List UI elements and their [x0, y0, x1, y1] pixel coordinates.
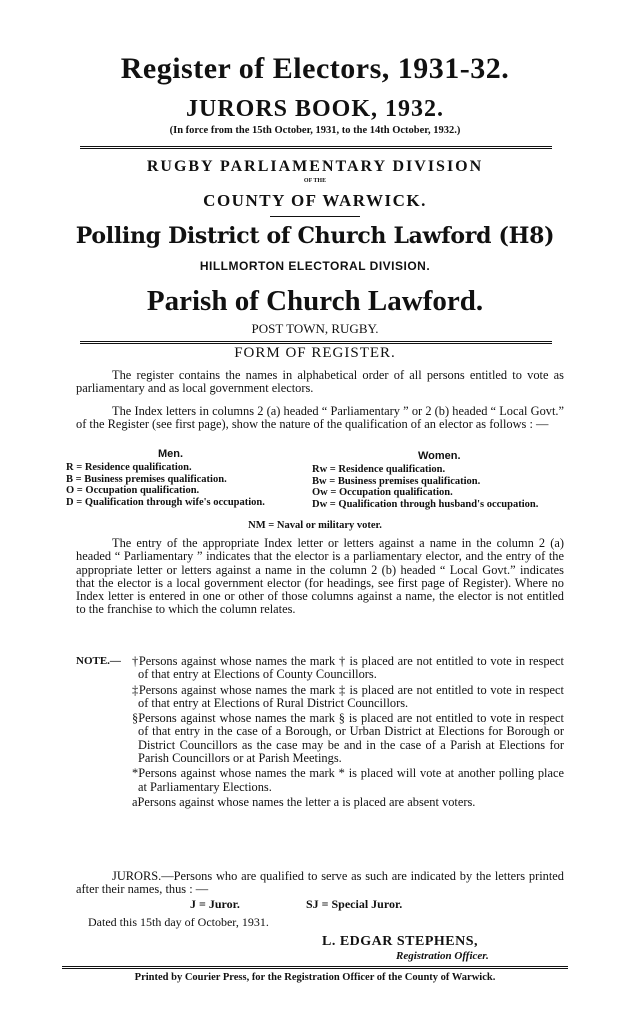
- juror-key: J = Juror.: [190, 897, 240, 911]
- index-letters-paragraph: The Index letters in columns 2 (a) headed “ Parliamentary ” or 2 (b) headed “ Local Govt.” of the Register (see first page), show the nature of the qualification of an elector as follows : —: [76, 404, 564, 432]
- note-item: *Persons against whose names the mark * is placed will vote at another polling place at Parliamentary Elections.: [132, 766, 564, 794]
- list-item: D = Qualification through wife's occupation.: [66, 496, 265, 508]
- divider: [62, 966, 568, 969]
- document-subtitle: JURORS BOOK, 1932.: [185, 96, 445, 122]
- list-item: Rw = Residence qualification.: [312, 464, 446, 475]
- in-force-dates: (In force from the 15th October, 1931, to the 14th October, 1932.): [169, 125, 461, 136]
- special-juror-key: SJ = Special Juror.: [306, 897, 403, 911]
- dated-line: Dated this 15th day of October, 1931.: [88, 915, 269, 929]
- division-heading: RUGBY PARLIAMENTARY DIVISION: [146, 158, 484, 175]
- divider: [80, 341, 552, 344]
- note-item: †Persons against whose names the mark † is placed are not entitled to vote in respect of that entry at Elections of County Councillors.: [132, 654, 564, 682]
- divider: [270, 216, 360, 217]
- divider: [80, 146, 552, 149]
- intro-paragraph: The register contains the names in alphabetical order of all persons entitled to vote as parliamentary and as local government electors.: [76, 368, 564, 396]
- note-label: NOTE.—: [76, 655, 121, 667]
- list-item: R = Residence qualification.: [66, 462, 192, 473]
- electoral-division: HILLMORTON ELECTORAL DIVISION.: [199, 259, 431, 273]
- list-item: B = Business premises qualification.: [66, 473, 227, 485]
- list-item: Ow = Occupation qualification.: [312, 487, 453, 499]
- post-town: POST TOWN, RUGBY.: [251, 321, 379, 336]
- parish-heading: Parish of Church Lawford.: [146, 285, 484, 317]
- note-item: ‡Persons against whose names the mark ‡ is placed are not entitled to vote in respect of that entry at Elections of Rural District Councillors.: [132, 682, 564, 710]
- jurors-paragraph: JURORS.—Persons who are qualified to serve as such are indicated by the letters printed after their names, thus : —: [76, 869, 564, 897]
- notes-section: [76, 655, 564, 811]
- note-item: §Persons against whose names the mark § is placed are not entitled to vote in respect of that entry in the case of a Borough, or Urban District at Elections for Borough or District Councillors as the case may be and in the case of a Parish at Elections for Parish Councillors or at Parish Meetings.: [132, 711, 564, 766]
- polling-district: Polling District of Church Lawford (H8): [75, 223, 555, 249]
- naval-military-note: NM = Naval or military voter.: [248, 520, 382, 531]
- signatory-name: L. EDGAR STEPHENS,: [322, 934, 479, 949]
- women-qualifications: [312, 464, 552, 510]
- list-item: Dw = Qualification through husband's occupation.: [312, 498, 539, 510]
- women-heading: Women.: [418, 450, 461, 462]
- of-the-label: OF THE: [303, 178, 327, 184]
- printer-credit: Printed by Courier Press, for the Registration Officer of the County of Warwick.: [134, 972, 496, 983]
- list-item: Bw = Business premises qualification.: [312, 475, 481, 487]
- list-item: O = Occupation qualification.: [66, 485, 200, 497]
- men-heading: Men.: [158, 448, 184, 460]
- note-item: aPersons against whose names the letter a is placed are absent voters.: [132, 794, 476, 809]
- county-heading: COUNTY OF WARWICK.: [203, 191, 427, 210]
- signatory-role: Registration Officer.: [396, 950, 489, 962]
- entry-paragraph: The entry of the appropriate Index letter or letters against a name in the column 2 (a) headed “ Parliamentary ” indicates that the elector is a parliamentary elector, and the entry of the appropriate letter or letters against a name in the column 2 (b) headed “ Local Govt.” indicates that the elector is a local government elector (for headings, see first page of Register). Where no Index letter is entered in one or other of those columns against a name, the elector is not entitled to the franchise to which the column relates.: [76, 536, 564, 617]
- men-qualifications: [66, 462, 298, 508]
- document-title: Register of Electors, 1931-32.: [120, 52, 510, 85]
- form-heading: FORM OF REGISTER.: [234, 345, 396, 361]
